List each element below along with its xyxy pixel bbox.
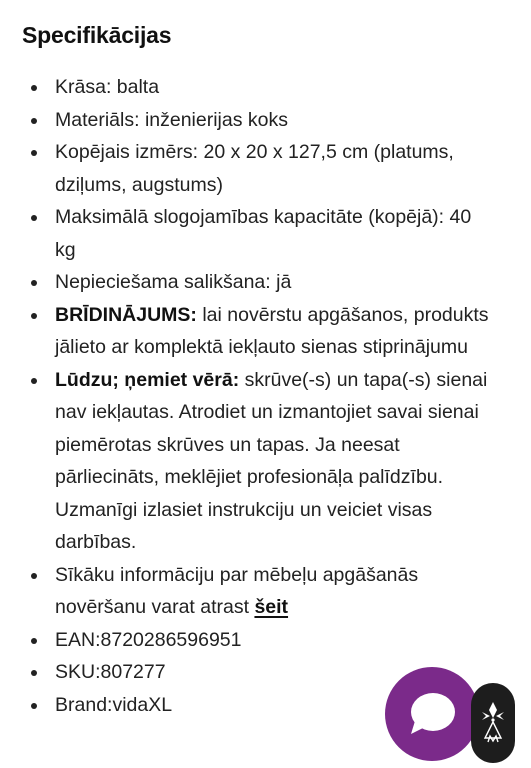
bullet-icon [31, 150, 37, 156]
bullet-icon [31, 313, 37, 319]
spec-item-note [0, 364, 510, 559]
spec-item-assembly [0, 266, 510, 299]
spec-item-color [0, 71, 510, 104]
brand-badge-button[interactable] [471, 683, 515, 763]
spec-color-text: Krāsa: balta [55, 76, 160, 98]
brand-emblem-icon [478, 698, 508, 748]
spec-item-warning [0, 299, 510, 364]
spec-sku-text: SKU:807277 [55, 661, 166, 683]
bullet-icon [31, 280, 37, 286]
spec-item-max-load [0, 201, 510, 266]
bullet-icon [31, 703, 37, 709]
bullet-icon [31, 215, 37, 221]
tipover-info-link[interactable]: šeit [254, 596, 289, 618]
chat-button[interactable] [385, 667, 479, 761]
chat-bubble-icon [403, 687, 461, 741]
spec-assembly-text: Nepieciešama salikšana: jā [55, 271, 292, 293]
warning-text: lai novērstu apgāšanos, produkts jālieto ar komplektā iekļauto sienas stiprinājumu [55, 303, 489, 358]
spec-brand-text: Brand:vidaXL [55, 693, 173, 716]
bullet-icon [31, 638, 37, 644]
specifications-list [0, 71, 510, 721]
spec-material-text: Materiāls: inženierijas koks [55, 108, 289, 131]
bullet-icon [31, 670, 37, 676]
bullet-icon [31, 118, 37, 124]
bullet-icon [31, 573, 37, 579]
spec-item-dimensions [0, 136, 510, 201]
spec-ean-text: EAN:8720286596951 [55, 628, 242, 651]
spec-item-tipover-info [0, 559, 510, 624]
spec-max-load-text: Maksimālā slogojamības kapacitāte (kopējā): 40 kg [55, 206, 472, 261]
bullet-icon [31, 85, 37, 91]
tipover-text: Sīkāku informāciju par mēbeļu apgāšanās novēršanu varat atrast [55, 563, 419, 618]
note-text: skrūve(-s) un tapa(-s) sienai nav iekļautas. Atrodiet un izmantojiet savai sienai piemērotas skrūves un tapas. Ja neesat pārliecināts, meklējiet profesionāļa palīdzību. Uzmanīgi izlasiet instrukciju un veiciet visas darbības. [55, 368, 488, 553]
warning-label: BRĪDINĀJUMS: [55, 303, 197, 326]
spec-dimensions-text: Kopējais izmērs: 20 x 20 x 127,5 cm (platums, dziļums, augstums) [55, 141, 454, 196]
spec-item-material [0, 104, 510, 137]
section-title: Specifikācijas [22, 22, 172, 48]
note-label: Lūdzu; ņemiet vērā: [55, 368, 240, 391]
bullet-icon [31, 378, 37, 384]
spec-item-ean [0, 624, 510, 657]
